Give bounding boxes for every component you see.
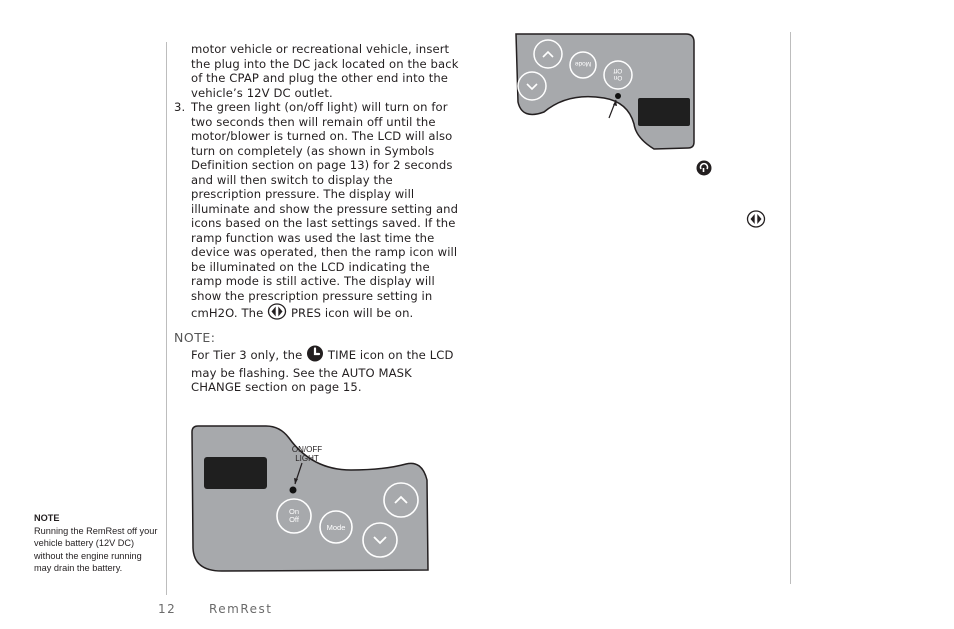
mode-button[interactable] — [570, 52, 596, 78]
mode-button-label: Mode — [326, 523, 346, 532]
side-note — [34, 512, 159, 575]
right-column-rule — [790, 32, 791, 584]
onoff-light — [290, 487, 297, 494]
onoff-button[interactable] — [277, 499, 311, 533]
continuation-paragraph: motor vehicle or recreational vehicle, insert the plug into the DC jack located on the back of the CPAP and plug the other end into the vehicle’s 12V DC outlet. — [191, 42, 459, 100]
pres-icon — [746, 210, 766, 232]
onoff-button-line1: On — [613, 74, 623, 81]
mode-button-label: Mode — [574, 60, 592, 67]
ramp-icon — [696, 160, 712, 180]
onoff-button-line1: On — [288, 507, 300, 516]
down-arrow-button[interactable] — [363, 523, 397, 557]
onoff-button-line2: Off — [289, 515, 299, 524]
onoff-light — [615, 93, 621, 99]
main-text-column — [174, 42, 464, 395]
onoff-light-callout-line2: LIGHT — [295, 454, 319, 463]
down-arrow-button[interactable] — [518, 72, 546, 100]
onoff-button-line2: Off — [613, 67, 623, 74]
control-panel-front-illustration — [188, 420, 438, 582]
left-column-rule — [166, 42, 167, 595]
up-arrow-button[interactable] — [534, 40, 562, 68]
clock-icon — [306, 345, 324, 366]
step-3 — [174, 100, 464, 324]
note-body: For Tier 3 only, the TIME icon on the LCD may be flashing. See the AUTO MASK CHANGE section on page 15. — [191, 345, 464, 395]
side-note-heading: NOTE — [34, 513, 60, 523]
side-note-text: Running the RemRest off your vehicle battery (12V DC) without the engine running may drain the battery. — [34, 525, 158, 574]
step-3-text: The green light (on/off light) will turn on for two seconds then will remain off until the motor/blower is turned on. The LCD will also turn on completely (as shown in Symbols Definition section on page 13) for 2 seconds and will then switch to display the prescription pressure. The display will illuminate and show the pressure setting and icons based on the last settings saved. If the ramp function was used the last time the device was operated, then the ramp icon will be illuminated on the LCD indicating the ramp mode is still active. The display will show the prescription pressure setting in cmH2O. The PRES icon will be on. — [191, 100, 464, 324]
page-number: 12 — [158, 602, 177, 616]
up-arrow-button[interactable] — [384, 483, 418, 517]
pres-icon — [267, 303, 287, 324]
onoff-button[interactable] — [604, 61, 632, 89]
control-panel-rotated-illustration — [508, 28, 708, 154]
footer-brand: RemRest — [209, 602, 273, 616]
onoff-light-callout-line1: ON/OFF — [291, 445, 323, 454]
mode-button[interactable] — [320, 511, 352, 543]
step-3-number: 3. — [174, 100, 186, 114]
note-heading: NOTE: — [174, 329, 216, 345]
